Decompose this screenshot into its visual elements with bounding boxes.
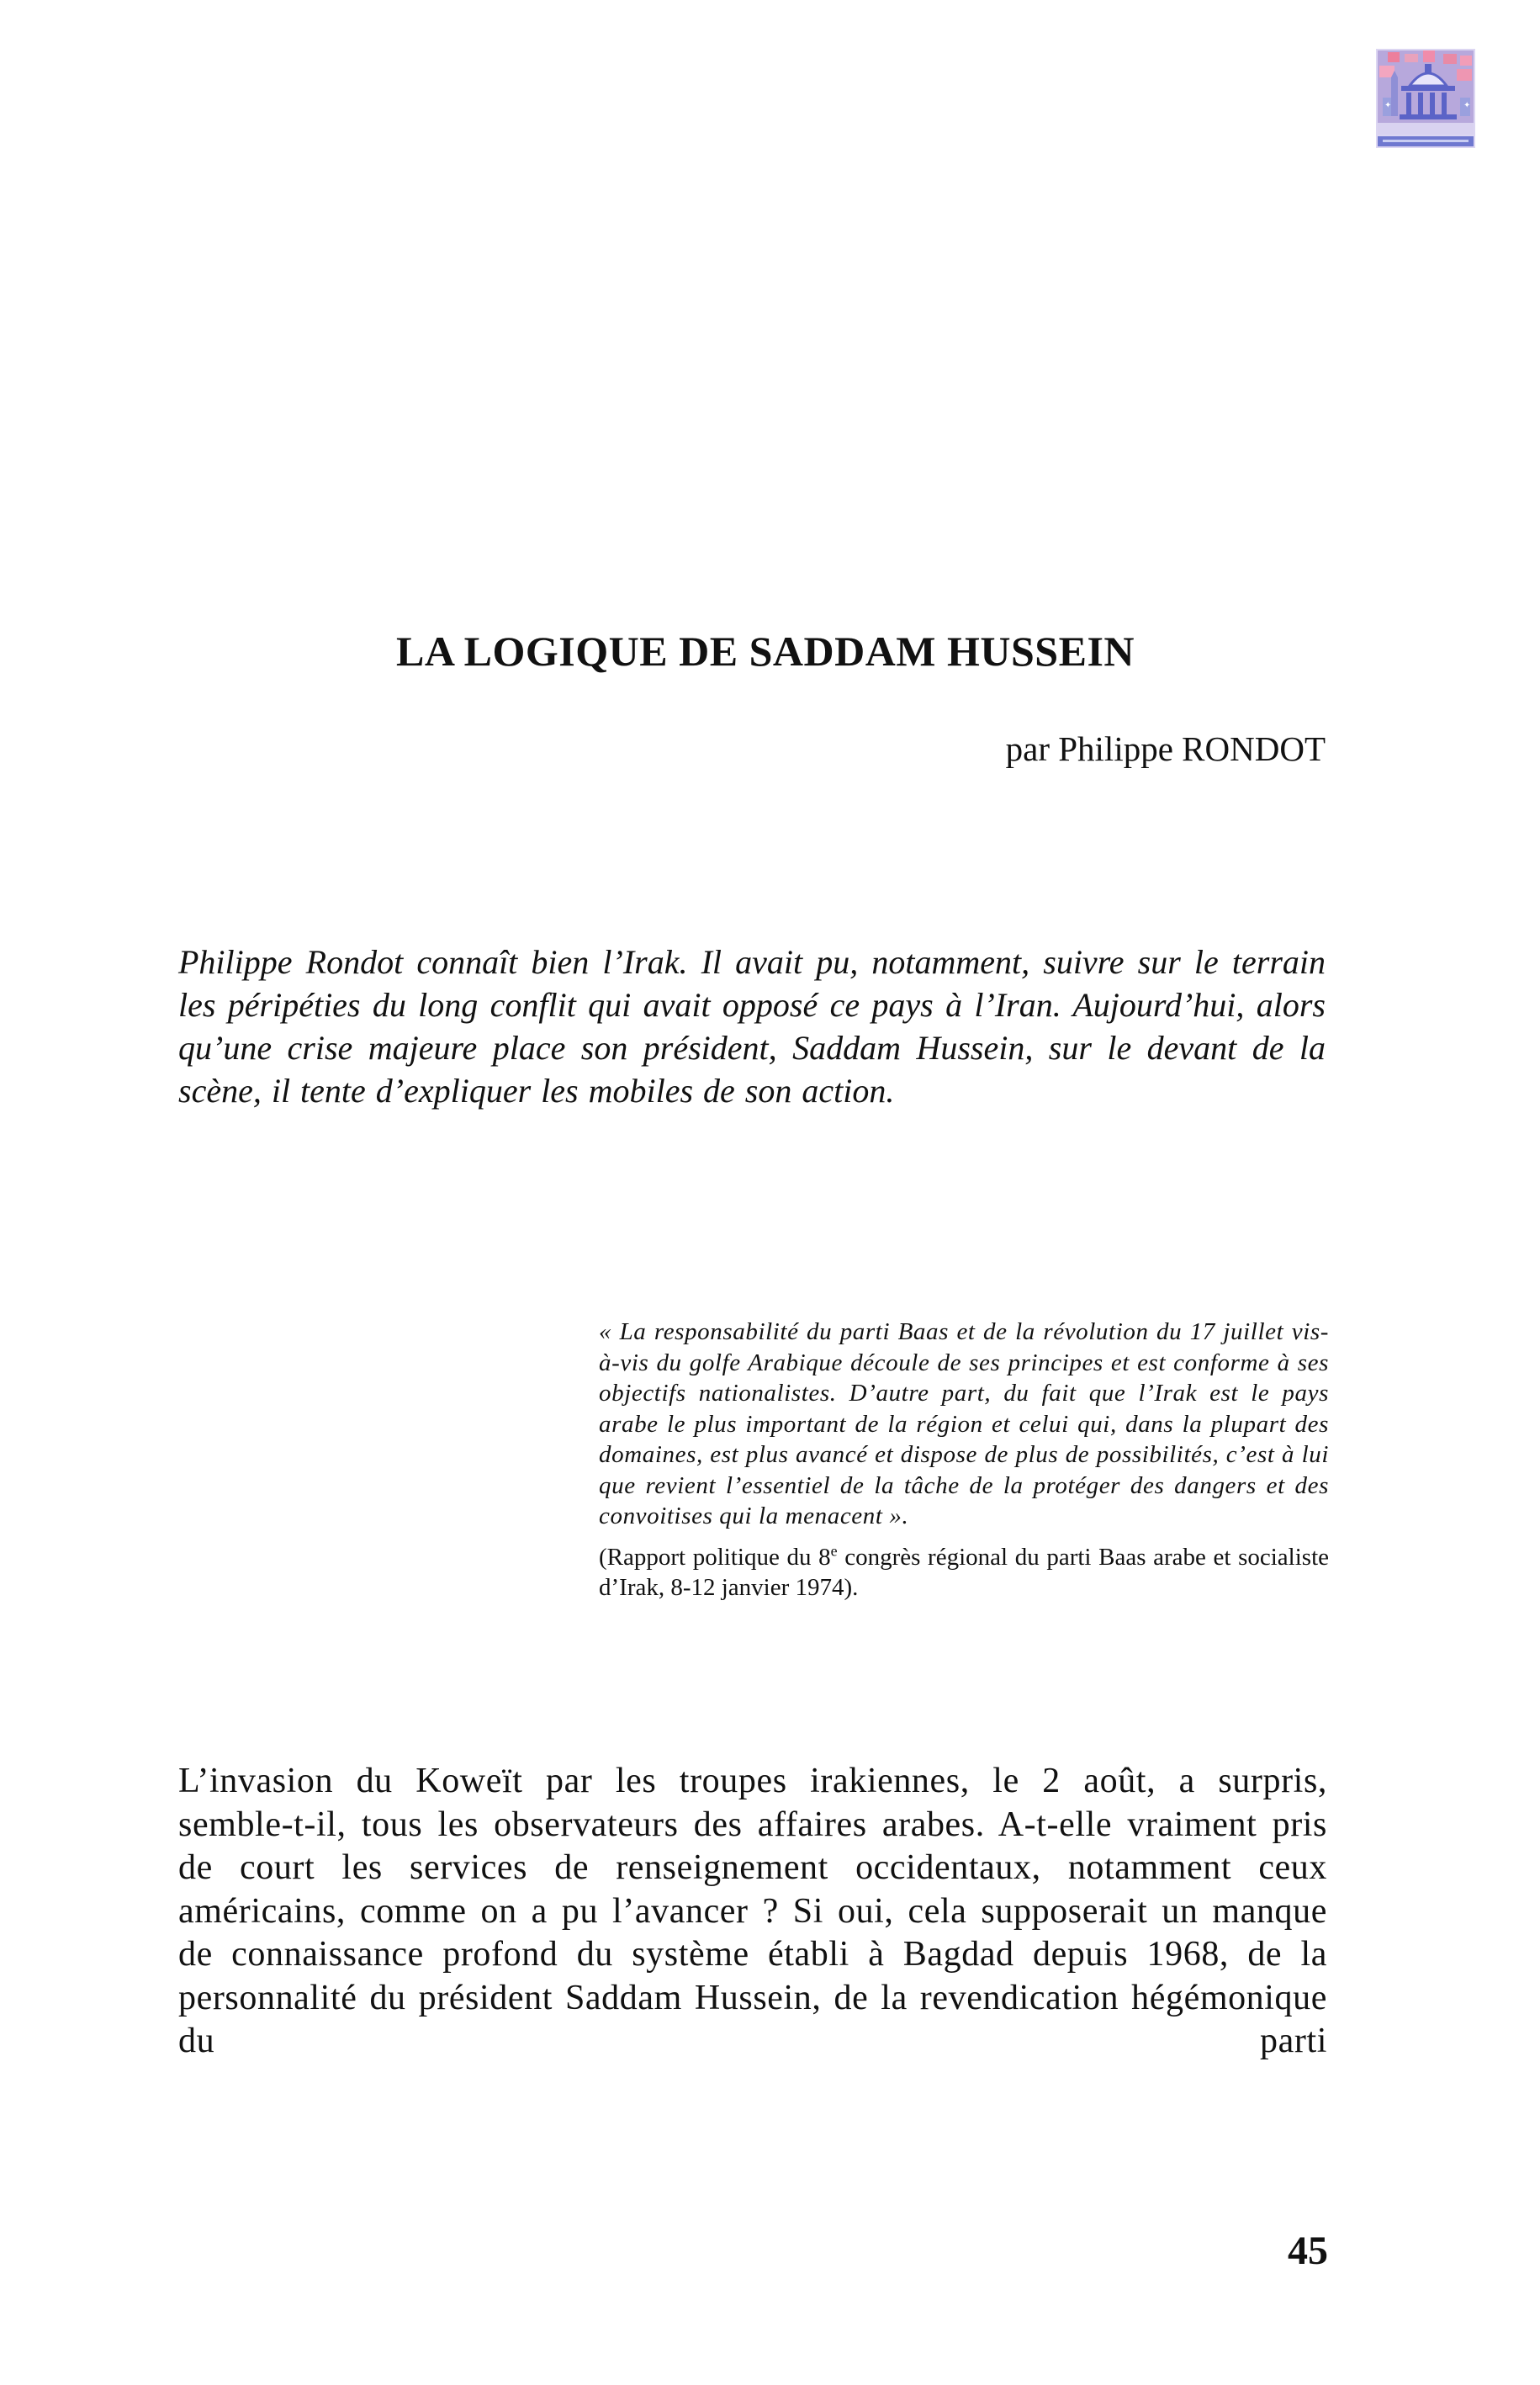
epigraph-source-superscript: e [830,1541,838,1559]
library-logo-icon [1376,49,1475,148]
svg-text:✦: ✦ [1384,101,1392,110]
page-number: 45 [1288,2229,1328,2273]
svg-text:✦: ✦ [1463,101,1471,110]
epigraph-source [599,1542,1329,1603]
body-paragraph: L’invasion du Koweït par les troupes irakiennes, le 2 août, a surpris, semble-t-il, tous les observateurs des affaires arabes. A-t-elle vraiment pris de court les services de renseignement occidentaux, notamment ceux américains, comme on a pu l’avancer ? Si oui, cela supposerait un manque de connaissance profond du système établi à Bagdad depuis 1968, de la personnalité du président Saddam Hussein, de la revendication hégémonique du parti [178,1762,1327,2060]
epigraph-source-end: congrès régional du parti Baas arabe et socialiste d’Irak, 8-12 janvier 1974). [599,1543,1329,1601]
epigraph-block [599,1317,1329,1603]
library-building-logo-icon [1376,49,1475,148]
article-title: LA LOGIQUE DE SADDAM HUSSEIN [395,628,1135,675]
epigraph-source-start: (Rapport politique du 8 [599,1543,831,1571]
author-byline: par Philippe RONDOT [1005,729,1326,768]
epigraph-quote: « La responsabilité du parti Baas et de la révolution du 17 juillet vis-à-vis du golfe Arabique découle de ses principes et est conforme à ses objectifs nationalistes. D’autre part, du fait que l’Irak est le pays arabe le plus important de la région et celui qui, dans la plupart des domaines, est plus avancé et dispose de plus de possibilités, c’est à lui que revient l’essentiel de la tâche de la protéger des dangers et des convoitises qui la menacent ». [599,1318,1329,1529]
article-abstract: Philippe Rondot connaît bien l’Irak. Il avait pu, notamment, suivre sur le terrain les péripéties du long conflit qui avait opposé ce pays à l’Iran. Aujourd’hui, alors qu’une crise majeure place son président, Saddam Hussein, sur le devant de la scène, il tente d’expliquer les mobiles de son action. [178,943,1326,1110]
